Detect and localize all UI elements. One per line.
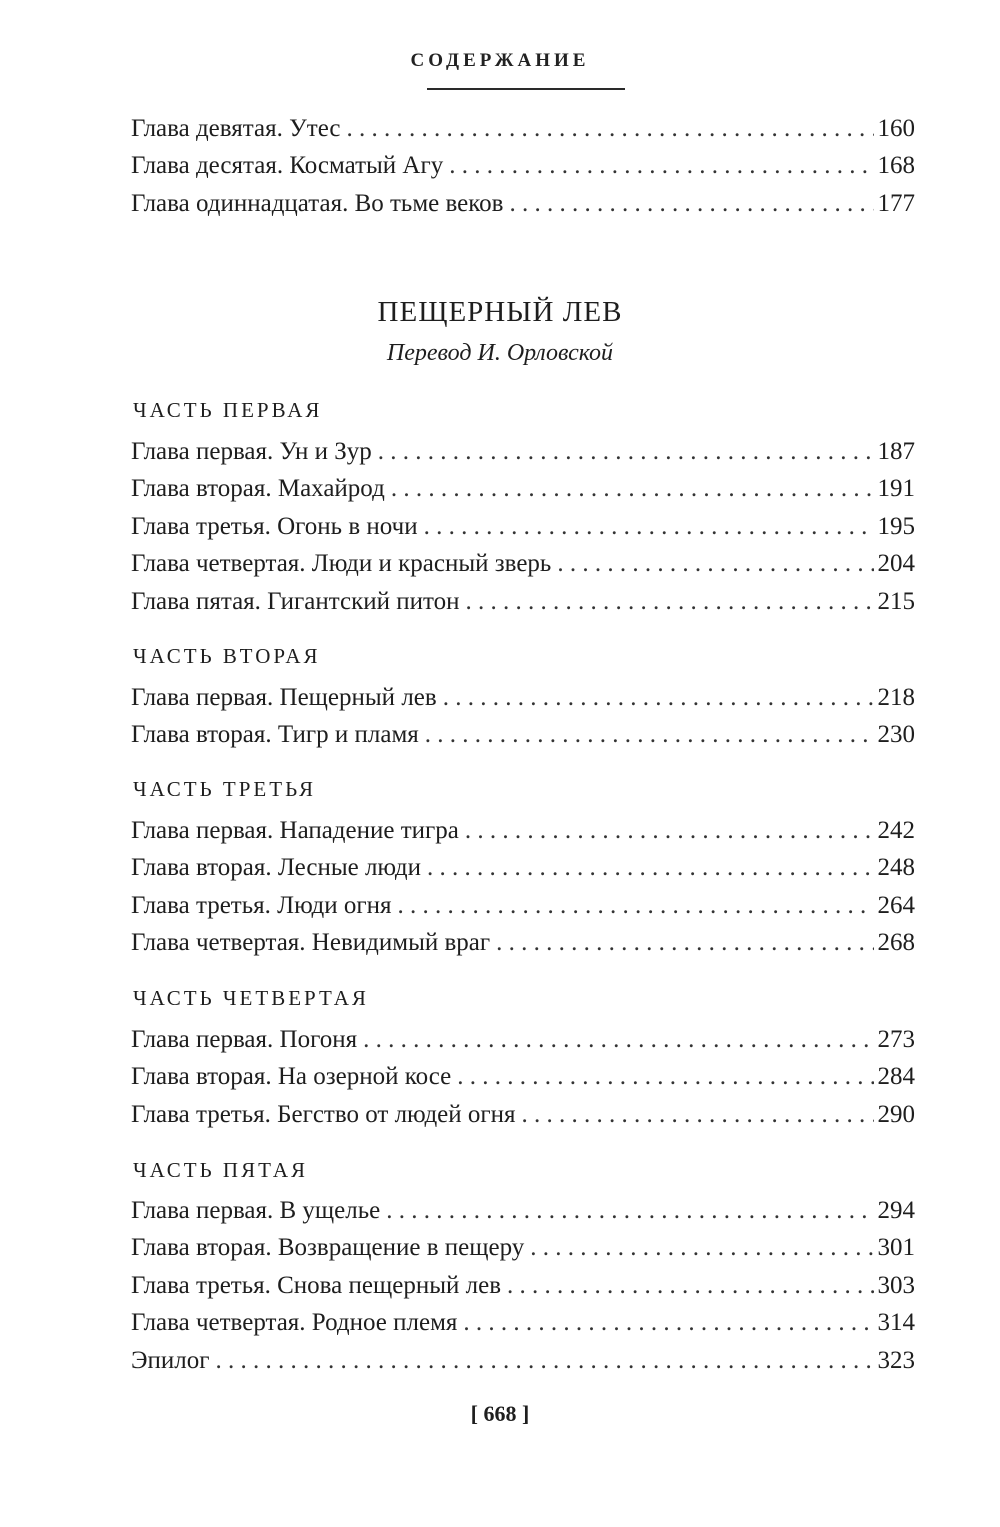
book-title: ПЕЩЕРНЫЙ ЛЕВ [377, 296, 623, 328]
toc-entry[interactable] [131, 1021, 915, 1058]
toc-entry-page: 264 [877, 891, 915, 919]
translator-credit: Перевод И. Орловской [386, 340, 614, 366]
toc-entry-title: Глава третья. Бегство от людей огня [131, 1100, 516, 1128]
toc-entry-page: 301 [877, 1234, 915, 1262]
toc-entry[interactable] [131, 1304, 915, 1341]
contents-header-title: СОДЕРЖАНИЕ [410, 50, 590, 71]
toc-part-1-list [131, 433, 915, 620]
dot-leader [397, 887, 873, 924]
toc-entry-title: Глава вторая. На озерной косе [131, 1063, 452, 1091]
toc-entry-page: 268 [877, 929, 915, 957]
dot-leader [496, 924, 873, 961]
toc-entry-page: 187 [877, 438, 915, 465]
toc-entry[interactable] [131, 508, 915, 545]
toc-entry-title: Глава четвертая. Невидимый враг [131, 929, 491, 957]
toc-entry[interactable] [131, 1267, 915, 1304]
toc-entry-title: Глава третья. Снова пещерный лев [131, 1271, 501, 1299]
toc-entry-page: 204 [877, 550, 915, 578]
toc-entry[interactable] [131, 849, 915, 886]
dot-leader [216, 1342, 874, 1379]
toc-entry-title: Эпилог [131, 1346, 210, 1374]
toc-entry-title: Глава первая. Погоня [131, 1026, 358, 1053]
running-header [0, 50, 1000, 72]
toc-entry-page: 230 [877, 721, 915, 749]
toc-entry-title: Глава вторая. Тигр и пламя [131, 721, 419, 749]
toc-entry-title: Глава вторая. Лесные люди [131, 854, 421, 882]
toc-entry-page: 273 [877, 1026, 915, 1053]
dot-leader [457, 1058, 873, 1095]
toc-part-3-list [131, 812, 915, 962]
header-rule [427, 88, 625, 90]
dot-leader [347, 110, 874, 147]
toc-entry[interactable] [131, 470, 915, 507]
dot-leader [391, 470, 874, 507]
toc-entry-page: 218 [877, 684, 915, 711]
dot-leader [443, 679, 874, 716]
toc-entry[interactable] [131, 1058, 915, 1095]
toc-entry[interactable] [131, 924, 915, 961]
toc-top-list [131, 110, 915, 222]
toc-entry-title: Глава одиннадцатая. Во тьме веков [131, 189, 504, 217]
dot-leader [557, 545, 873, 582]
toc-entry[interactable] [131, 1229, 915, 1266]
toc-entry-title: Глава первая. Нападение тигра [131, 817, 459, 844]
toc-entry-page: 191 [877, 475, 915, 503]
toc-entry-page: 303 [877, 1271, 915, 1299]
toc-entry-page: 284 [877, 1063, 915, 1091]
toc-entry[interactable] [131, 433, 915, 470]
toc-entry-page: 215 [877, 587, 915, 615]
toc-entry[interactable] [131, 1096, 915, 1133]
toc-entry-title: Глава пятая. Гигантский питон [131, 587, 460, 615]
toc-part-4-list [131, 1021, 915, 1133]
part-heading: ЧАСТЬ ПЕРВАЯ [133, 398, 323, 422]
dot-leader [465, 812, 874, 849]
part-heading: ЧАСТЬ ПЯТАЯ [133, 1158, 309, 1182]
toc-entry-page: 177 [877, 189, 915, 217]
part-heading: ЧАСТЬ ЧЕТВЕРТАЯ [133, 986, 369, 1010]
toc-entry-title: Глава девятая. Утес [131, 115, 341, 142]
toc-entry[interactable] [131, 110, 915, 147]
toc-entry-title: Глава первая. Пещерный лев [131, 684, 437, 711]
toc-entry-title: Глава третья. Огонь в ночи [131, 512, 418, 540]
dot-leader [463, 1304, 873, 1341]
toc-entry-title: Глава вторая. Возвращение в пещеру [131, 1234, 525, 1262]
toc-entry[interactable] [131, 147, 915, 184]
toc-entry[interactable] [131, 185, 915, 222]
toc-entry[interactable] [131, 1192, 915, 1229]
toc-entry[interactable] [131, 583, 915, 620]
dot-leader [466, 583, 874, 620]
dot-leader [363, 1021, 873, 1058]
dot-leader [425, 716, 874, 753]
toc-entry[interactable] [131, 679, 915, 716]
toc-entry[interactable] [131, 1342, 915, 1379]
part-heading: ЧАСТЬ ТРЕТЬЯ [133, 777, 317, 801]
toc-entry-page: 294 [877, 1197, 915, 1224]
dot-leader [424, 508, 874, 545]
dot-leader [522, 1096, 874, 1133]
dot-leader [507, 1267, 874, 1304]
toc-entry-title: Глава четвертая. Люди и красный зверь [131, 550, 552, 578]
toc-entry-title: Глава первая. В ущелье [131, 1197, 381, 1224]
toc-entry[interactable] [131, 545, 915, 582]
dot-leader [378, 433, 874, 470]
dot-leader [530, 1229, 873, 1266]
toc-entry-title: Глава четвертая. Родное племя [131, 1309, 458, 1337]
toc-entry-title: Глава десятая. Косматый Агу [131, 152, 444, 180]
part-heading: ЧАСТЬ ВТОРАЯ [133, 644, 321, 668]
page-number: [ 668 ] [470, 1401, 530, 1426]
toc-entry[interactable] [131, 716, 915, 753]
toc-entry-page: 323 [877, 1346, 915, 1374]
toc-entry[interactable] [131, 887, 915, 924]
dot-leader [509, 185, 873, 222]
toc-entry-page: 168 [877, 152, 915, 180]
toc-entry-page: 248 [877, 854, 915, 882]
toc-entry-title: Глава третья. Люди огня [131, 891, 392, 919]
toc-entry-page: 290 [877, 1100, 915, 1128]
toc-part-5-list [131, 1192, 915, 1379]
toc-entry-page: 195 [877, 512, 915, 540]
toc-part-2-list [131, 679, 915, 754]
toc-entry-page: 160 [877, 115, 915, 142]
toc-entry-page: 314 [877, 1309, 915, 1337]
dot-leader [386, 1192, 873, 1229]
dot-leader [427, 849, 874, 886]
dot-leader [449, 147, 873, 184]
toc-entry-title: Глава первая. Ун и Зур [131, 438, 372, 465]
toc-entry-page: 242 [877, 817, 915, 844]
toc-entry[interactable] [131, 812, 915, 849]
toc-entry-title: Глава вторая. Махайрод [131, 475, 385, 503]
